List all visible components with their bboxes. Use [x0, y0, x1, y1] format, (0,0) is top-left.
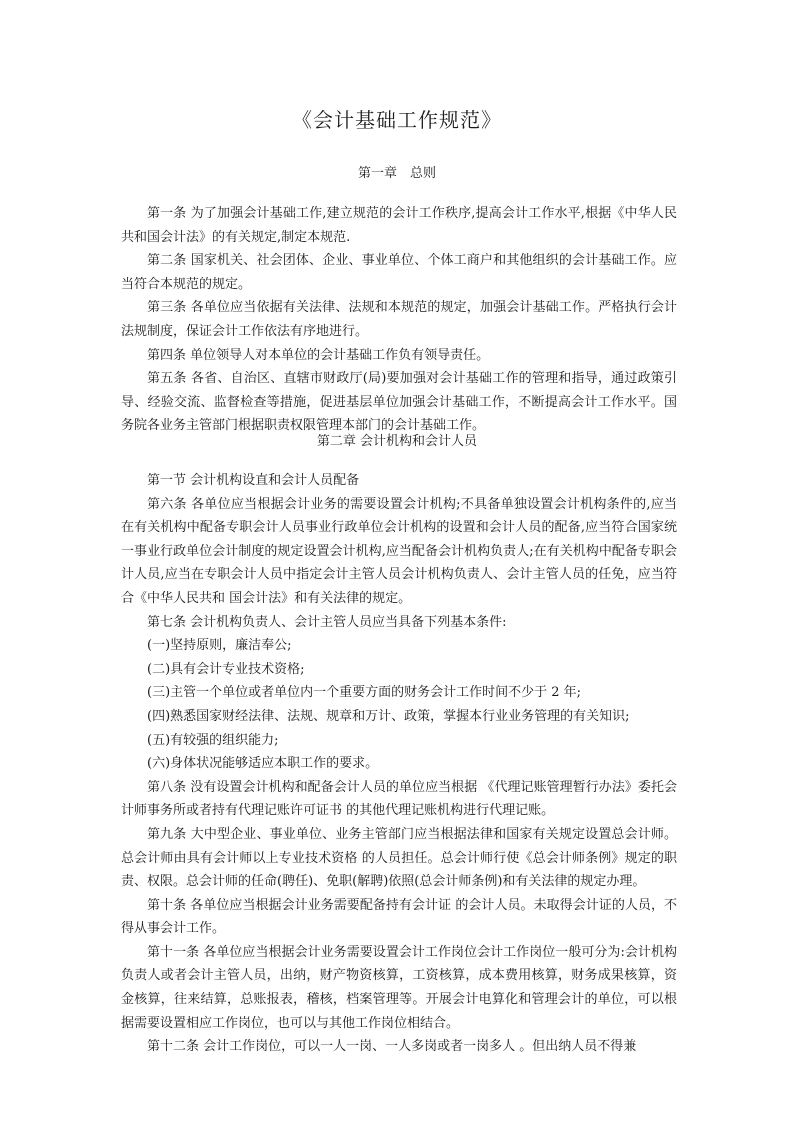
- article-8: 第八条 没有设置会计机构和配备会计人员的单位应当根据 《代理记账管理暂行办法》委托会计师事务所或者持有代理记账许可证书 的其他代理记账机构进行代理记账。: [121, 779, 677, 819]
- condition-4: (四)熟悉国家财经法律、法规、规章和万计、政策，掌握本行业业务管理的有关知识;: [147, 708, 630, 724]
- condition-5: (五)有较强的组织能力;: [147, 732, 279, 748]
- article-5: 第五条 各省、自治区、直辖市财政厅(局)要加强对会计基础工作的管理和指导，通过政策引导、经验交流、监督检查等措施，促进基层单位加强会计基础工作，不断提高会计工作水平。国务院各业务主管部门根据职责权限管理本部门的会计基础工作。: [121, 371, 677, 434]
- article-10: 第十条 各单位应当根据会计业务需要配备持有会计证 的会计人员。未取得会计证的人员，不得从事会计工作。: [121, 897, 677, 937]
- article-7: 第七条 会计机构负责人、会计主管人员应当具备下列基本条件:: [147, 614, 507, 630]
- article-4: 第四条 单位领导人对本单位的会计基础工作负有领导责任。: [147, 347, 490, 363]
- document-title: 《会计基础工作规范》: [292, 108, 502, 132]
- condition-3: (三)主管一个单位或者单位内一个重要方面的财务会计工作时间不少于 2 年;: [147, 685, 582, 701]
- article-12: 第十二条 会计工作岗位，可以一人一岗、一人多岗或者一岗多人 。但出纳人员不得兼: [147, 1039, 637, 1055]
- condition-1: (一)坚持原则，廉洁奉公;: [147, 638, 292, 654]
- article-6: 第六条 各单位应当根据会计业务的需要设置会计机构;不具备单独设置会计机构条件的,应当在有关机构中配备专职会计人员事业行政单位会计机构的设置和会计人员的配备,应当符合国家统一事业行政单位会计制度的规定设置会计机构,应当配备会计机构负责人;在有关机构中配备专职会计人员,应当在专职会计人员中指定会计主管人员会计机构负责人、会计主管人员的任免，应当符合《中华人民共和 国会计法》和有关法律的规定。: [121, 496, 677, 606]
- condition-2: (二)具有会计专业技术资格;: [147, 661, 305, 677]
- article-3: 第三条 各单位应当依据有关法律、法规和本规范的规定，加强会计基础工作。严格执行会计法规制度，保证会计工作依法有序地进行。: [121, 300, 677, 339]
- chapter-1-body: [121, 202, 677, 438]
- article-1: 第一条 为了加强会计基础工作,建立规范的会计工作秩序,提高会计工作水平,根据《中华人民共和国会计法》的有关规定,制定本规范.: [121, 206, 677, 245]
- article-2: 第二条 国家机关、社会团体、企业、事业单位、个体工商户和其他组织的会计基础工作。应当符合本规范的规定。: [121, 253, 677, 292]
- chapter-2-body: [121, 469, 677, 1059]
- condition-6: (六)身体状况能够适应本职工作的要求。: [147, 756, 379, 772]
- chapter-2-heading: 第二章 会计机构和会计人员: [316, 434, 478, 449]
- article-9: 第九条 大中型企业、事业单位、业务主管部门应当根据法律和国家有关规定设置总会计师。总会计师由具有会计师以上专业技术资格 的人员担任。总会计师行使《总会计师条例》规定的职责、权限。总会计师的任命(聘任)、免职(解聘)依照(总会计师条例)和有关法律的规定办理。: [121, 826, 677, 890]
- article-11: 第十一条 各单位应当根据会计业务需要设置会计工作岗位会计工作岗位一般可分为:会计机构负责人或者会计主管人员，出纳，财产物资核算，工资核算，成本费用核算，财务成果核算，资金核算，往来结算，总账报表，稽核，档案管理等。开展会计电算化和管理会计的单位，可以根据需要设置相应工作岗位，也可以与其他工作岗位相结合。: [121, 944, 677, 1031]
- chapter-1-heading: 第一章 总则: [357, 166, 436, 181]
- section-1-heading: 第一节 会计机构设直和会计人员配备: [147, 473, 360, 488]
